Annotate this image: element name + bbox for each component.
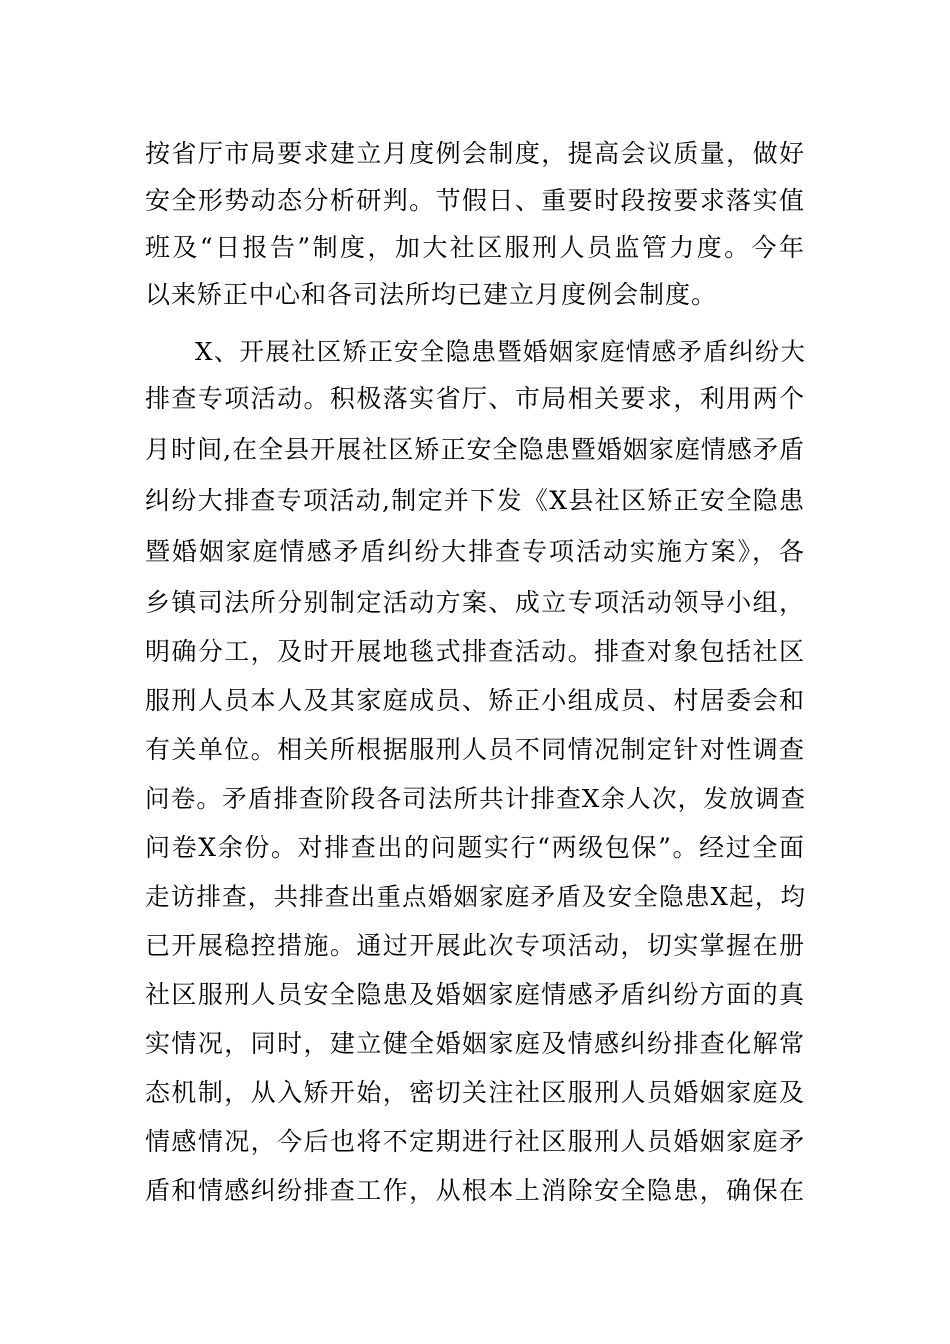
paragraph-2-line-8: 服刑人员本人及其家庭成员、矫正小组成员、村居委会和 (145, 686, 805, 715)
paragraph-2-line-4: 纠纷大排查专项活动,制定并下发《X县社区矫正安全隐患 (145, 486, 805, 515)
paragraph-2-line-2: 排查专项活动。积极落实省厅、市局相关要求，利用两个 (145, 384, 805, 413)
paragraph-1-line-1: 按省厅市局要求建立月度例会制度，提高会议质量，做好 (145, 139, 805, 168)
paragraph-2-line-15: 实情况，同时，建立健全婚姻家庭及情感纠纷排查化解常 (145, 1029, 805, 1058)
paragraph-2-line-7: 明确分工，及时开展地毯式排查活动。排查对象包括社区 (145, 637, 805, 666)
paragraph-2-line-14: 社区服刑人员安全隐患及婚姻家庭情感矛盾纠纷方面的真 (145, 980, 805, 1009)
paragraph-2-line-3: 月时间,在全县开展社区矫正安全隐患暨婚姻家庭情感矛盾 (145, 435, 805, 464)
paragraph-2-line-5: 暨婚姻家庭情感矛盾纠纷大排查专项活动实施方案》，各 (145, 537, 805, 566)
paragraph-2-line-9: 有关单位。相关所根据服刑人员不同情况制定针对性调查 (145, 735, 805, 764)
paragraph-1-line-3: 班及“日报告”制度，加大社区服刑人员监管力度。今年 (145, 233, 805, 262)
paragraph-2-line-12: 走访排查，共排查出重点婚姻家庭矛盾及安全隐患X起，均 (145, 882, 805, 911)
paragraph-2-line-17: 情感情况，今后也将不定期进行社区服刑人员婚姻家庭矛 (145, 1127, 805, 1156)
paragraph-1-line-2: 安全形势动态分析研判。节假日、重要时段按要求落实值 (145, 186, 805, 215)
paragraph-2-line-18: 盾和情感纠纷排查工作，从根本上消除安全隐患，确保在 (145, 1176, 805, 1205)
paragraph-2-line-10: 问卷。矛盾排查阶段各司法所共计排查X余人次，发放调查 (145, 784, 805, 813)
paragraph-2-line-6: 乡镇司法所分别制定活动方案、成立专项活动领导小组， (145, 588, 805, 617)
paragraph-2-line-13: 已开展稳控措施。通过开展此次专项活动，切实掌握在册 (145, 931, 805, 960)
paragraph-1-line-4: 以来矫正中心和各司法所均已建立月度例会制度。 (145, 280, 718, 309)
paragraph-2-line-16: 态机制，从入矫开始，密切关注社区服刑人员婚姻家庭及 (145, 1078, 805, 1107)
paragraph-2-line-1: X、开展社区矫正安全隐患暨婚姻家庭情感矛盾纠纷大 (195, 337, 805, 366)
paragraph-2-line-11: 问卷X余份。对排查出的问题实行“两级包保”。经过全面 (145, 833, 805, 862)
